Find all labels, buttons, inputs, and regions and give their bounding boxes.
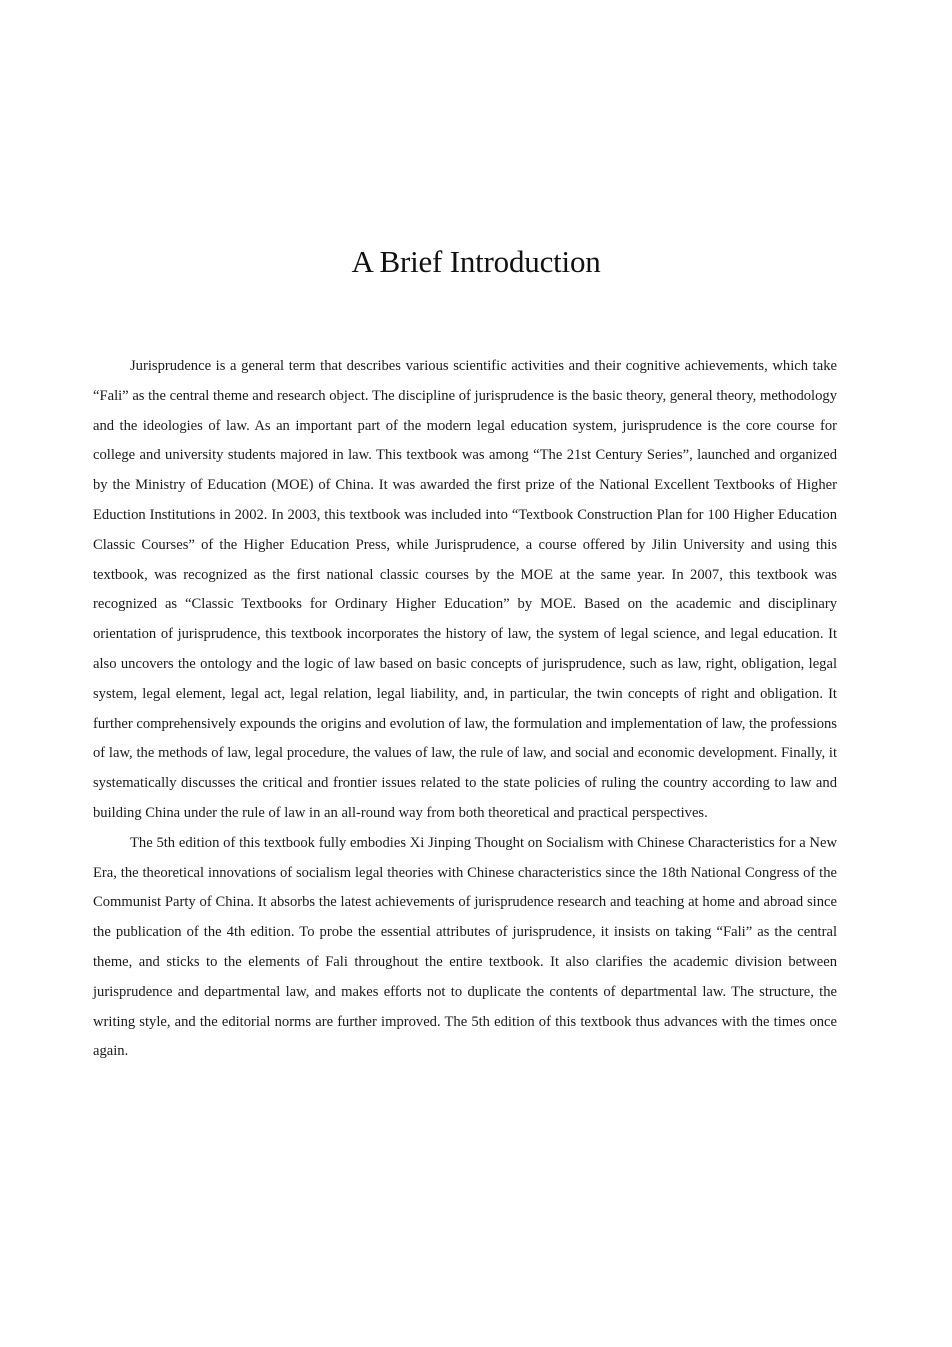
body-text	[93, 352, 837, 1067]
paragraph: The 5th edition of this textbook fully embodies Xi Jinping Thought on Socialism with Chinese Characteristics for a New Era, the theoretical innovations of socialism legal theories with Chinese characteristics since the 18th National Congress of the Communist Party of China. It absorbs the latest achievements of jurisprudence research and teaching at home and abroad since the publication of the 4th edition. To probe the essential attributes of jurisprudence, it insists on taking “Fali” as the central theme, and sticks to the elements of Fali throughout the entire textbook. It also clarifies the academic division between jurisprudence and departmental law, and makes efforts not to duplicate the contents of departmental law. The structure, the writing style, and the editorial norms are further improved. The 5th edition of this textbook thus advances with the times once again.	[93, 834, 837, 1060]
page-title: A Brief Introduction	[351, 244, 601, 279]
paragraph: Jurisprudence is a general term that describes various scientific activities and their cognitive achievements, which take “Fali” as the central theme and research object. The discipline of jurisprudence is the basic theory, general theory, methodology and the ideologies of law. As an important part of the modern legal education system, jurisprudence is the core course for college and university students majored in law. This textbook was among “The 21st Century Series”, launched and organized by the Ministry of Education (MOE) of China. It was awarded the first prize of the National Excellent Textbooks of Higher Eduction Institutions in 2002. In 2003, this textbook was included into “Textbook Construction Plan for 100 Higher Education Classic Courses” of the Higher Education Press, while Jurisprudence, a course offered by Jilin University and using this textbook, was recognized as the first national classic courses by the MOE at the same year. In 2007, this textbook was recognized as “Classic Textbooks for Ordinary Higher Education” by MOE. Based on the academic and disciplinary orientation of jurisprudence, this textbook incorporates the history of law, the system of legal science, and legal education. It also uncovers the ontology and the logic of law based on basic concepts of jurisprudence, such as law, right, obligation, legal system, legal element, legal act, legal relation, legal liability, and, in particular, the twin concepts of right and obligation. It further comprehensively expounds the origins and evolution of law, the formulation and implementation of law, the professions of law, the methods of law, legal procedure, the values of law, the rule of law, and social and economic development. Finally, it systematically discusses the critical and frontier issues related to the state policies of ruling the country according to law and building China under the rule of law in an all-round way from both theoretical and practical perspectives.	[93, 358, 837, 821]
